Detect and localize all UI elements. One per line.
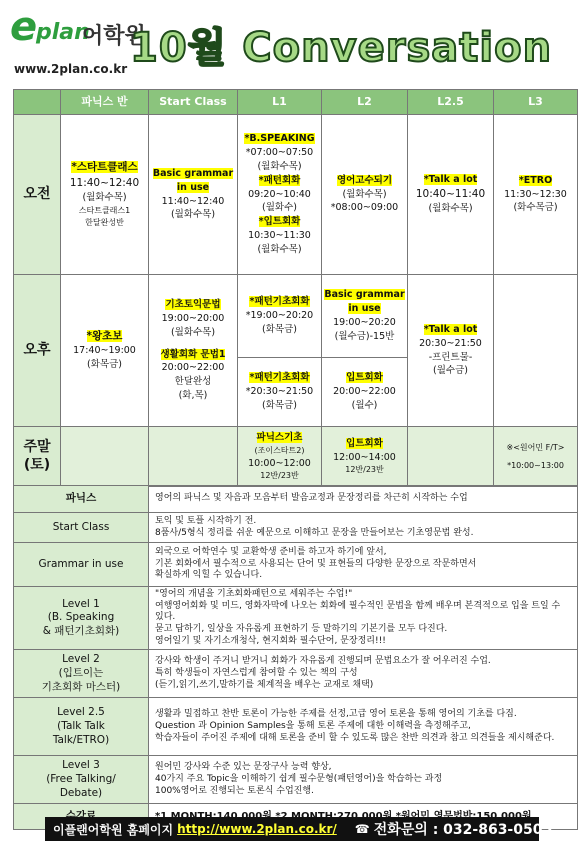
- desc-text-phonics: 영어의 파닉스 및 자음과 모음부터 발음교정과 문장정리를 차근히 시작하는 수업: [149, 486, 578, 513]
- am-l25-cell: [408, 115, 494, 275]
- pm-l2b-days: (월수): [351, 399, 378, 411]
- pm-l25-cell: [408, 275, 494, 427]
- am-l2-time: *08:00~09:00: [330, 202, 399, 214]
- am-phonics-sub: 스타트클래스1: [78, 205, 131, 215]
- pm-l2a-title: Basic grammar: [324, 289, 405, 301]
- desc-row: [14, 486, 578, 513]
- we-l1-time: 10:00~12:00: [248, 457, 311, 469]
- pm-start-days1: (월화수목): [170, 326, 216, 338]
- logo-plan: plan: [36, 20, 90, 45]
- am-phonics-days: (월화수목): [82, 191, 127, 203]
- slot-pm: 오후: [14, 275, 61, 427]
- course-description-table: [13, 485, 578, 830]
- weekend-row: [14, 427, 578, 487]
- desc-label-phonics: 파닉스: [14, 486, 149, 513]
- desc-text-l1: "영어의 개념을 기초회화패턴으로 세워주는 수업!" 여행영어회화 및 미드, 영화자막에 나오는 회화에 필수적인 문법을 함께 배우며 본격적으로 입을 트일 수 있다. 묻고 답하기, 일상을 자유롭게 표현하기 등 말하기의 기본기를 모두 다진다. 영어일기 및 자기소개청삭, 현지회화 필수단어, 문장정리!!!: [149, 587, 578, 650]
- slot-weekend: 주말 (토): [14, 427, 61, 487]
- footer-label: 이플랜어학원 홈페이지: [53, 822, 174, 837]
- header-corner: [14, 90, 61, 115]
- we-l3-title: ※<원어민 F/T>: [506, 442, 565, 452]
- pm-l1b-days: (화목금): [262, 399, 297, 411]
- we-l2-class: 12반/23반: [345, 465, 384, 475]
- page-title: 10월 Conversation: [130, 25, 553, 71]
- pm-l2a-cell: [322, 275, 408, 358]
- am-l1-days1: (월화수목): [257, 160, 302, 172]
- pm-l1a-time: *19:00~20:20: [245, 310, 314, 322]
- pm-phonics-days: (화목금): [87, 359, 122, 371]
- am-l1-time1: *07:00~07:50: [245, 146, 314, 158]
- desc-label-l2: Level 2 (입트이는 기초회화 마스터): [14, 650, 149, 698]
- header-l3: L3: [494, 90, 578, 115]
- am-phonics-title: *스타트클래스: [71, 161, 138, 174]
- am-l25-time: 10:40~11:40: [415, 187, 486, 200]
- am-phonics-cell: [61, 115, 149, 275]
- pm-l1a-days: (화목금): [262, 323, 297, 335]
- am-l1-title1: *B.SPEAKING: [244, 133, 315, 145]
- desc-row: [14, 698, 578, 756]
- am-l1-time2: 09:20~10:40: [248, 188, 311, 200]
- pm-l1a-cell: [238, 275, 322, 358]
- header-l2: L2: [322, 90, 408, 115]
- desc-label-start: Start Class: [14, 513, 149, 543]
- desc-row: [14, 543, 578, 587]
- pm-l3-cell: [494, 275, 578, 427]
- pm-start-days2: (화,목): [178, 390, 208, 402]
- we-phonics-cell: [61, 427, 149, 487]
- am-phonics-note: 한달완성반: [85, 217, 124, 227]
- pm-l2a-title2: in use: [348, 303, 381, 315]
- we-l2-title: 입트회화: [346, 437, 383, 449]
- we-l1-title: 파닉스기초: [256, 431, 303, 443]
- we-l3-time: *10:00~13:00: [507, 460, 564, 470]
- header-phonics: 파닉스 반: [61, 90, 149, 115]
- am-l3-title: *ETRO: [518, 174, 553, 186]
- we-l1-cell: [238, 427, 322, 487]
- desc-label-l1: Level 1 (B. Speaking & 패턴기초회화): [14, 587, 149, 650]
- desc-row: [14, 650, 578, 698]
- logo-korean: 어학원: [82, 24, 146, 49]
- schedule-table: [13, 89, 578, 487]
- we-l2-time: 12:00~14:00: [333, 451, 396, 463]
- logo-url[interactable]: www.2plan.co.kr: [14, 62, 128, 76]
- am-start-days: (월화수목): [170, 209, 216, 221]
- am-l3-time: 11:30~12:30: [504, 188, 567, 200]
- am-l2-cell: [322, 115, 408, 275]
- slot-am: 오전: [14, 115, 61, 275]
- phone-icon: ☎: [354, 822, 370, 836]
- am-start-cell: [149, 115, 238, 275]
- pm-start-note: 한달완성: [174, 376, 212, 388]
- pm-l25-title: *Talk a lot: [423, 323, 478, 335]
- we-l2-cell: [322, 427, 408, 487]
- am-start-time: 11:40~12:40: [161, 195, 225, 207]
- pm-phonics-cell: [61, 275, 149, 427]
- am-l3-cell: [494, 115, 578, 275]
- we-l25-cell: [408, 427, 494, 487]
- pm-l1a-title: *패턴기초회화: [249, 296, 310, 308]
- desc-row: [14, 587, 578, 650]
- am-l1-days3: (월화수목): [257, 244, 302, 256]
- schedule-header-row: [14, 90, 578, 115]
- am-l2-title: 영어고수되기: [336, 174, 393, 186]
- pm-l2a-time: 19:00~20:20: [333, 317, 396, 328]
- am-l3-days: (화수목금): [513, 202, 558, 214]
- desc-text-grammar: 외국으로 어학연수 및 교환학생 준비를 하고자 하기에 앞서, 기본 회화에서 필수적으로 사용되는 단어 및 표현들의 다양한 문장으로 작문하면서 확실하게 익힐 수 있습니다.: [149, 543, 578, 587]
- pm-l1b-title: *패턴기초회화: [249, 372, 310, 384]
- am-start-title2: in use: [176, 181, 210, 193]
- header-l25: L2.5: [408, 90, 494, 115]
- pm-l2b-title: 입트회화: [346, 372, 383, 384]
- pm-l2b-time: 20:00~22:00: [333, 386, 396, 398]
- header-l1: L1: [238, 90, 322, 115]
- pm-start-title2: 생활회화 문법1: [160, 348, 226, 360]
- desc-row: [14, 756, 578, 804]
- pm-phonics-time: 17:40~19:00: [73, 345, 136, 357]
- pm-l2a-days: (월수금)-15반: [334, 330, 395, 342]
- desc-row: [14, 513, 578, 543]
- we-l1-sub: (조이스타트2): [254, 445, 305, 455]
- phone-number[interactable]: 전화문의 : 032-863-0505: [373, 822, 553, 838]
- am-l1-title3: *입트회화: [258, 216, 301, 228]
- pm-start-time1: 19:00~20:00: [161, 312, 225, 324]
- desc-label-l25: Level 2.5 (Talk Talk Talk/ETRO): [14, 698, 149, 756]
- homepage-link[interactable]: http://www.2plan.co.kr/: [177, 822, 337, 836]
- pm-l25-time: 20:30~21:50: [419, 337, 482, 349]
- am-l1-days2: (월화수): [262, 202, 297, 214]
- desc-text-l25: 생활과 밀접하고 찬반 토론이 가능한 주제를 선정,고급 영어 토론을 통해 영어의 기초를 다짐. Question 과 Opinion Samples을 통해 토론 주제에 대한 이해력을 측정해주고, 학습자들이 주어진 주제에 대해 토론을 준비 할 수 있도록 많은 찬반 의견과 참고 의견들을 제시해준다.: [149, 698, 578, 756]
- desc-text-l3: 원어민 강사와 수준 있는 문장구사 능력 향상, 40가지 주요 Topic을 이해하기 쉽게 필수문형(패턴영어)을 학습하는 과정 100%영어로 진행되는 토론식 수업진행.: [149, 756, 578, 804]
- we-start-cell: [149, 427, 238, 487]
- desc-text-l2: 강사와 학생이 주거니 받거니 회화가 자유롭게 진행되며 문법요소가 잘 어우러진 수업. 특히 학생들이 자연스럽게 참여할 수 있는 책의 구성 (듣기,읽기,쓰기,말하기를 체계적을 배우는 교재로 채택): [149, 650, 578, 698]
- we-l1-class: 12반/23반: [260, 471, 299, 481]
- we-l3-cell: [494, 427, 578, 487]
- am-phonics-time: 11:40~12:40: [69, 176, 140, 189]
- pm-l25-days: (월수금): [433, 365, 468, 377]
- am-l1-time3: 10:30~11:30: [248, 230, 311, 242]
- page-header: [0, 0, 584, 88]
- pm-l1b-cell: [238, 358, 322, 427]
- pm-row-1: [14, 275, 578, 358]
- pm-start-cell: [149, 275, 238, 427]
- am-row: [14, 115, 578, 275]
- header-start-class: Start Class: [149, 90, 238, 115]
- am-l1-title2: *패턴회화: [258, 174, 301, 186]
- am-start-title: Basic grammar: [152, 167, 234, 179]
- pm-l1b-time: *20:30~21:50: [245, 386, 314, 398]
- pm-l2b-cell: [322, 358, 408, 427]
- am-l2-days: (월화수목): [342, 188, 387, 200]
- desc-text-start: 토익 및 토플 시작하기 전. 8품사/5형식 정리를 쉬운 예문으로 이해하고 문장을 만들어보는 기초영문법 완성.: [149, 513, 578, 543]
- logo-e: e: [10, 4, 38, 50]
- pm-start-time2: 20:00~22:00: [161, 362, 225, 374]
- am-l25-days: (월화수목): [428, 203, 473, 215]
- am-l1-cell: [238, 115, 322, 275]
- pm-l25-note: -프린트물-: [428, 351, 473, 363]
- desc-label-l3: Level 3 (Free Talking/ Debate): [14, 756, 149, 804]
- pm-start-title1: 기초토익문법: [165, 298, 221, 310]
- pm-phonics-title: *왕초보: [86, 330, 123, 343]
- desc-label-grammar: Grammar in use: [14, 543, 149, 587]
- footer-bar: [45, 817, 553, 841]
- am-l25-title: *Talk a lot: [423, 174, 478, 186]
